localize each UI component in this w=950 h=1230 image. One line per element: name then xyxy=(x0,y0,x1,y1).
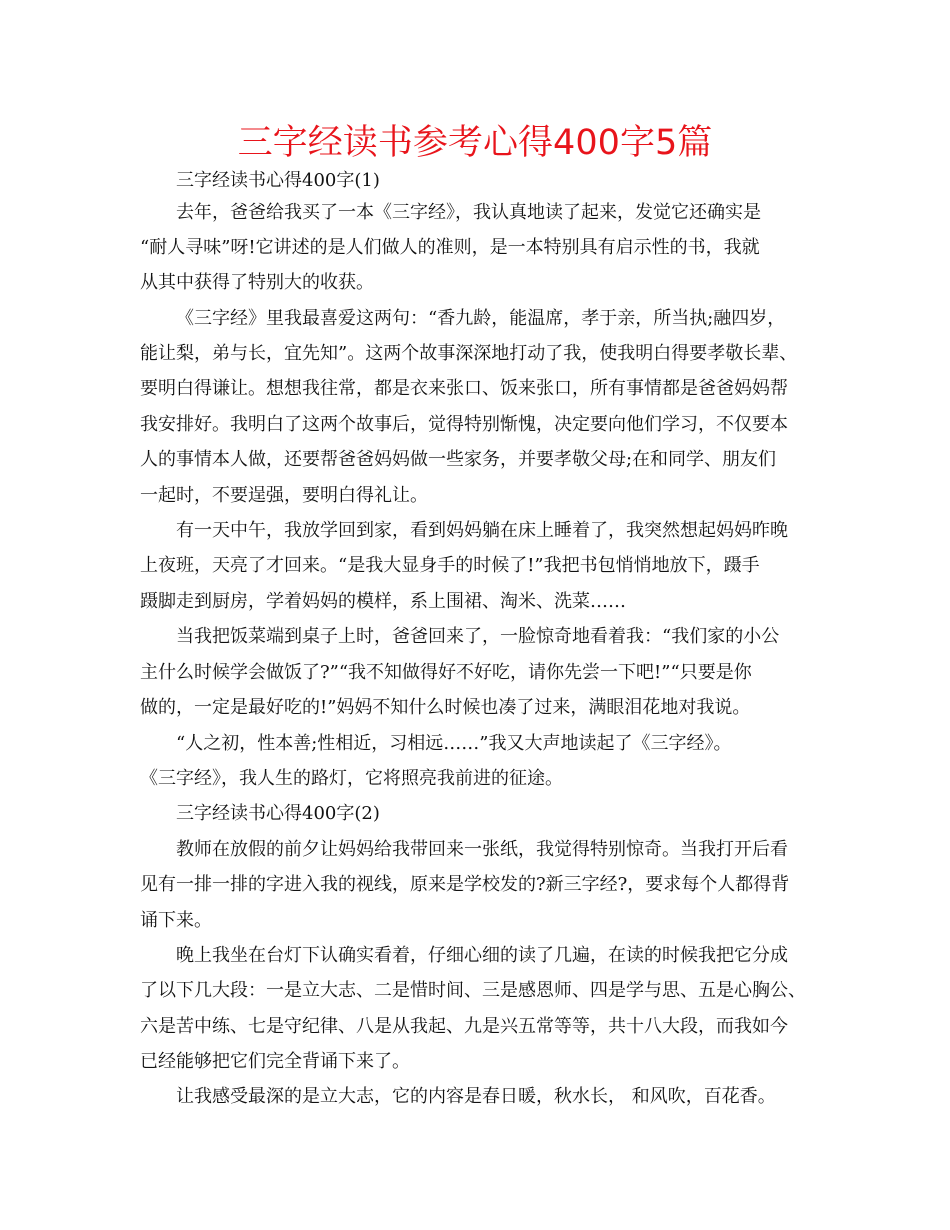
paragraph-line: 要明白得谦让。想想我往常，都是衣来张口、饭来张口，所有事情都是爸爸妈妈帮 xyxy=(140,378,788,399)
paragraph-line: 让我感受最深的是立大志，它的内容是春日暖，秋水长， 和风吹，百花香。 xyxy=(176,1086,776,1107)
paragraph-line: 主什么时候学会做饭了?”“我不知做得好不好吃，请你先尝一下吧!”“只要是你 xyxy=(140,662,752,683)
paragraph-line: 晚上我坐在台灯下认确实看着，仔细心细的读了几遍，在读的时候我把它分成 xyxy=(176,945,788,966)
paragraph-line: 能让梨，弟与长，宜先知”。这两个故事深深地打动了我，使我明白得要孝敬长辈、 xyxy=(140,343,798,364)
paragraph-line: 《三字经》里我最喜爱这两句：“香九龄，能温席，孝于亲，所当执;融四岁， xyxy=(176,308,786,329)
paragraph-line: 去年，爸爸给我买了一本《三字经》，我认真地读了起来，发觉它还确实是 xyxy=(176,202,761,223)
paragraph-line: 诵下来。 xyxy=(140,910,212,931)
paragraph-line: 一起时，不要逞强，要明白得礼让。 xyxy=(140,485,428,506)
section-heading: 三字经读书心得400字(1) xyxy=(176,170,380,191)
paragraph-line: 我安排好。我明白了这两个故事后，觉得特别惭愧，决定要向他们学习，不仅要本 xyxy=(140,414,788,435)
section-heading: 三字经读书心得400字(2) xyxy=(176,803,380,824)
paragraph-line: 了以下几大段：一是立大志、二是惜时间、三是感恩师、四是学与思、五是心胸公、 xyxy=(140,980,806,1001)
paragraph-line: 当我把饭菜端到桌子上时，爸爸回来了，一脸惊奇地看着我：“我们家的小公 xyxy=(176,626,780,647)
paragraph-line: 六是苦中练、七是守纪律、八是从我起、九是兴五常等等，共十八大段，而我如今 xyxy=(140,1016,788,1037)
paragraph-line: 上夜班，天亮了才回来。“是我大显身手的时候了!”我把书包悄悄地放下，蹑手 xyxy=(140,555,760,576)
paragraph-line: 已经能够把它们完全背诵下来了。 xyxy=(140,1051,410,1072)
document-title: 三字经读书参考心得400字5篇 xyxy=(237,122,713,163)
paragraph-line: 人的事情本人做，还要帮爸爸妈妈做一些家务，并要孝敬父母;在和同学、朋友们 xyxy=(140,449,777,470)
paragraph-line: 《三字经》，我人生的路灯，它将照亮我前进的征途。 xyxy=(140,768,563,789)
paragraph-line: 做的，一定是最好吃的!”妈妈不知什么时候也凑了过来，满眼泪花地对我说。 xyxy=(140,697,751,718)
paragraph-line: 蹑脚走到厨房，学着妈妈的模样，系上围裙、淘米、洗菜…… xyxy=(140,591,626,612)
paragraph-line: “耐人寻味”呀!它讲述的是人们做人的准则，是一本特别具有启示性的书，我就 xyxy=(140,237,760,258)
paragraph-line: “人之初，性本善;性相近，习相远……”我又大声地读起了《三字经》。 xyxy=(176,733,732,754)
paragraph-line: 有一天中午，我放学回到家，看到妈妈躺在床上睡着了，我突然想起妈妈昨晚 xyxy=(176,520,788,541)
paragraph-line: 见有一排一排的字进入我的视线，原来是学校发的?新三字经?，要求每个人都得背 xyxy=(140,874,790,895)
paragraph-line: 教师在放假的前夕让妈妈给我带回来一张纸，我觉得特别惊奇。当我打开后看 xyxy=(176,839,788,860)
paragraph-line: 从其中获得了特别大的收获。 xyxy=(140,272,374,293)
